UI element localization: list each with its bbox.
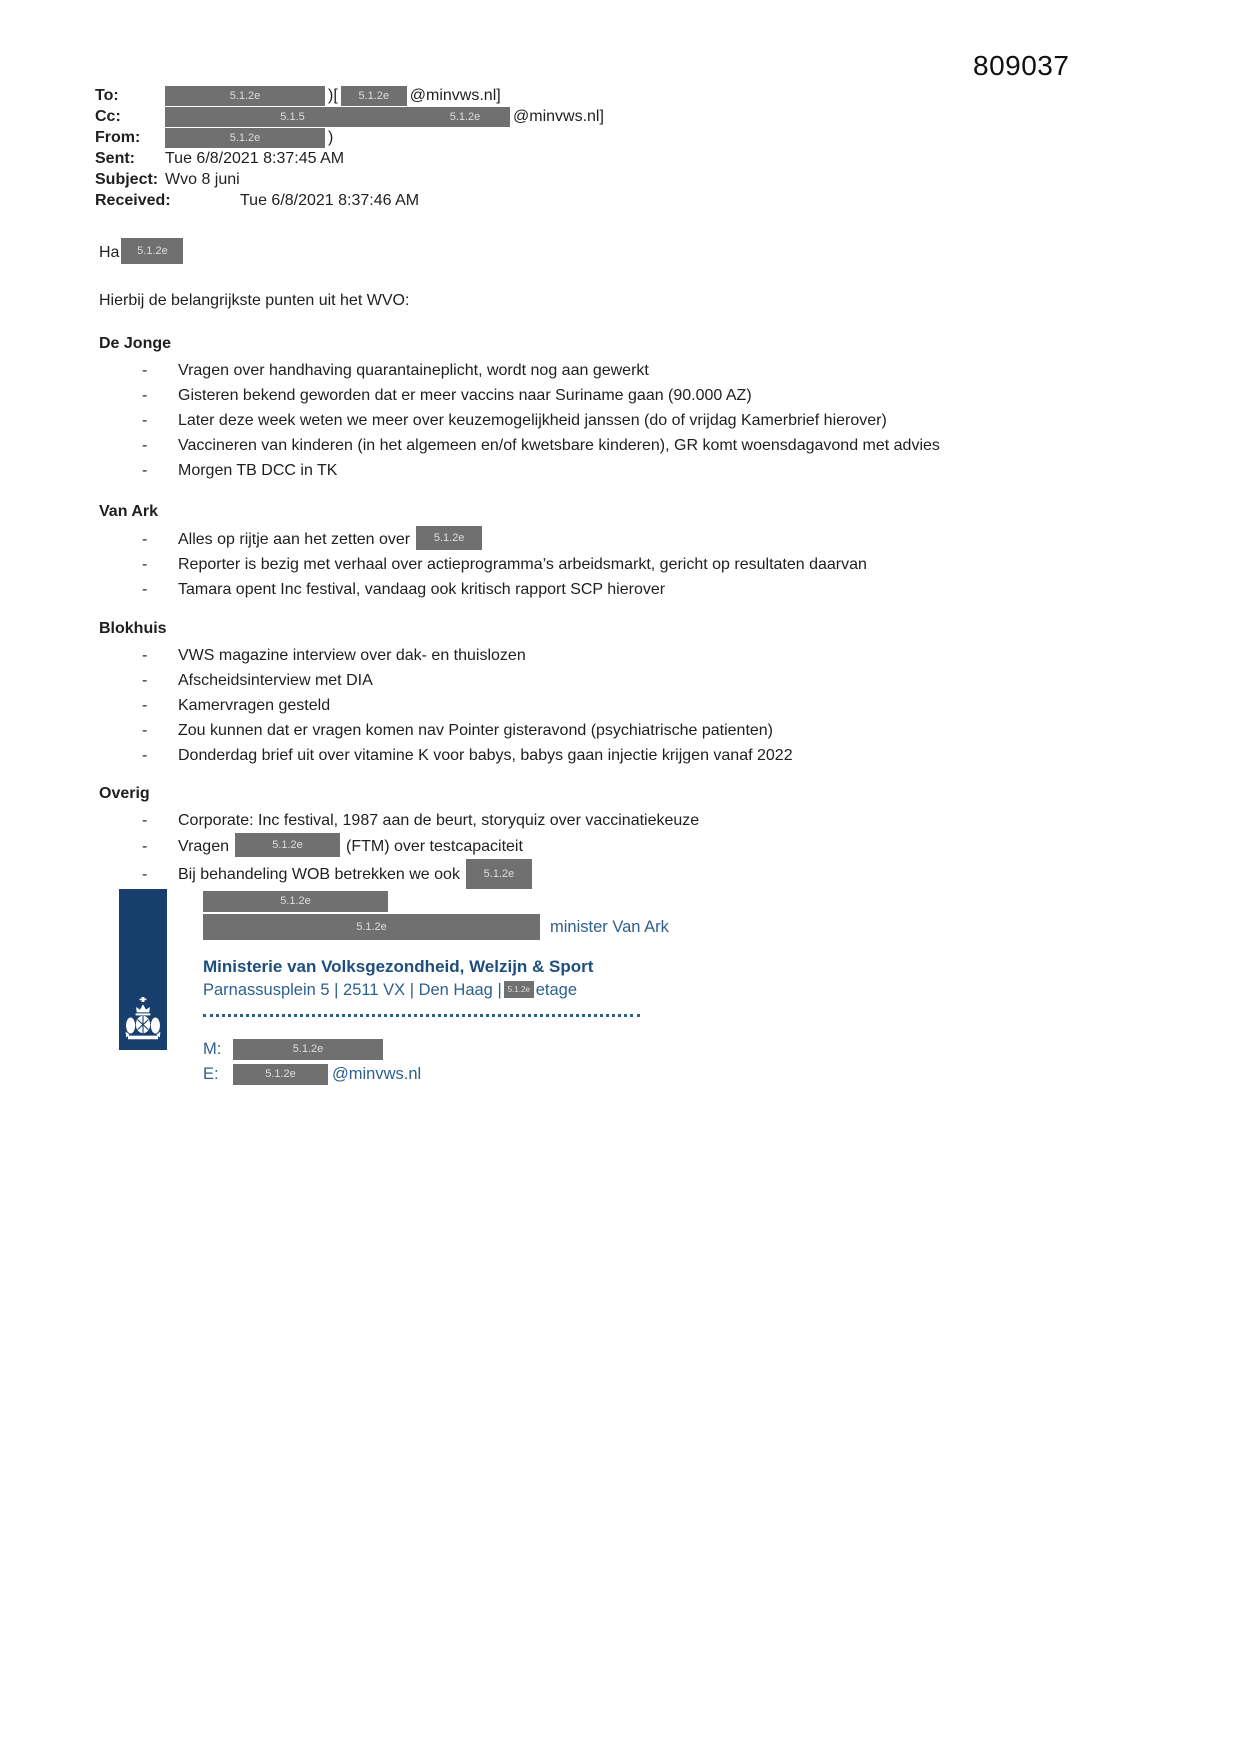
section-blokhuis [99,620,793,768]
item-text: Afscheidsinterview met DIA [178,672,373,689]
redaction-box: 5.1.2e [121,238,183,264]
list-item [99,668,793,693]
bullet-dash: - [142,556,148,573]
list-item [99,526,867,552]
item-text: Kamervragen gesteld [178,697,331,714]
bullet-dash: - [142,437,148,454]
sent-label: Sent: [95,150,135,167]
section-heading: Blokhuis [99,620,167,637]
email-header [95,86,607,212]
list-item [99,552,867,577]
bullet-dash: - [142,362,148,379]
list-item [99,833,699,859]
item-text: Vragen [178,838,229,855]
received-label: Received: [95,192,171,209]
bullet-dash: - [142,812,148,829]
email-label: E: [203,1065,219,1083]
sent-value: Tue 6/8/2021 8:37:45 AM [165,150,345,167]
redaction-box: 5.1.2e [504,981,534,998]
bullet-dash: - [142,672,148,689]
list-item [99,577,867,602]
rijksoverheid-logo [119,889,167,1050]
to-separator: )[ [328,87,338,104]
address-text: Parnassusplein 5 | 2511 VX | Den Haag | [203,981,502,999]
item-text: Vragen over handhaving quarantaineplicht, wordt nog aan gewerkt [178,362,649,379]
greeting-text: Ha [99,244,120,261]
bullet-dash: - [142,647,148,664]
section-overig [99,785,699,889]
list-item [99,718,793,743]
from-label: From: [95,129,141,146]
cc-domain: @minvws.nl] [513,108,604,125]
list-item [99,808,699,833]
bullet-dash: - [142,838,148,855]
redaction-box: 5.1.5 [165,107,420,127]
item-text: Donderdag brief uit over vitamine K voor babys, babys gaan injectie krijgen vanaf 2022 [178,747,793,764]
bullet-dash: - [142,697,148,714]
redaction-box: 5.1.2e [233,1064,328,1085]
intro-line: Hierbij de belangrijkste punten uit het WVO: [99,292,410,309]
email-signature [203,891,669,1087]
bullet-dash: - [142,722,148,739]
signature-divider [203,1014,640,1017]
bullet-dash: - [142,581,148,598]
greeting-line [99,238,183,264]
list-item [99,383,940,408]
redaction-box: 5.1.2e [165,128,325,148]
bullet-dash: - [142,387,148,404]
bullet-dash: - [142,866,148,883]
header-row-from [95,128,607,149]
bullet-dash: - [142,462,148,479]
bullet-dash: - [142,747,148,764]
list-item [99,859,699,889]
list-item [99,358,940,383]
organization-name: Ministerie van Volksgezondheid, Welzijn & Sport [203,957,594,976]
item-text: Morgen TB DCC in TK [178,462,338,479]
subject-value: Wvo 8 juni [165,171,240,188]
list-item [99,643,793,668]
item-text: Bij behandeling WOB betrekken we ook [178,866,460,883]
redaction-box: 5.1.2e [203,891,388,912]
email-row [203,1062,669,1087]
item-text: (FTM) over testcapaciteit [346,838,523,855]
header-row-cc [95,107,607,128]
bullet-dash: - [142,531,148,548]
item-text: Gisteren bekend geworden dat er meer vaccins naar Suriname gaan (90.000 AZ) [178,387,752,404]
redaction-box: 5.1.2e [203,914,540,940]
to-domain: @minvws.nl] [409,87,501,104]
address-suffix: etage [535,981,578,999]
cc-label: Cc: [95,108,121,125]
redaction-box: 5.1.2e [466,859,532,889]
header-row-received [95,191,607,212]
list-item [99,743,793,768]
redaction-box: 5.1.2e [341,86,407,106]
from-suffix: ) [328,129,334,146]
item-text: Later deze week weten we meer over keuzemogelijkheid janssen (do of vrijdag Kamerbrief hierover) [178,412,887,429]
section-heading: Van Ark [99,503,158,520]
section-de-jonge [99,335,940,483]
section-heading: De Jonge [99,335,172,352]
item-text: Vaccineren van kinderen (in het algemeen en/of kwetsbare kinderen), GR komt woensdagavond met advies [178,437,940,454]
list-item [99,433,940,458]
signature-role-line [203,914,669,940]
mobile-label: M: [203,1040,222,1058]
header-row-to [95,86,607,107]
header-row-subject [95,170,607,191]
item-text: Zou kunnen dat er vragen komen nav Pointer gisteravond (psychiatrische patienten) [178,722,774,739]
received-value: Tue 6/8/2021 8:37:46 AM [240,192,420,209]
redaction-box: 5.1.2e [233,1039,383,1060]
redaction-box: 5.1.2e [416,526,482,550]
section-heading: Overig [99,785,150,802]
list-item [99,458,940,483]
subject-label: Subject: [95,171,159,188]
item-text: Alles op rijtje aan het zetten over [178,531,411,548]
item-text: Tamara opent Inc festival, vandaag ook kritisch rapport SCP hierover [178,581,666,598]
document-number: 809037 [973,50,1070,81]
bullet-dash: - [142,412,148,429]
list-item [99,408,940,433]
item-text: Corporate: Inc festival, 1987 aan de beurt, storyquiz over vaccinatiekeuze [178,812,700,829]
signature-contact [203,1037,669,1087]
list-item [99,693,793,718]
redaction-box: 5.1.2e [165,86,325,106]
header-row-sent [95,149,607,170]
email-domain: @minvws.nl [332,1065,422,1083]
item-text: Reporter is bezig met verhaal over actieprogramma’s arbeidsmarkt, gericht op resultaten daarvan [178,556,867,573]
to-label: To: [95,87,119,104]
redaction-box: 5.1.2e [235,833,340,857]
item-text: VWS magazine interview over dak- en thuislozen [178,647,526,664]
organization-address [203,981,669,1000]
mobile-row [203,1037,669,1062]
redaction-box: 5.1.2e [420,107,510,127]
coat-of-arms-icon [123,997,163,1043]
signature-role: minister Van Ark [550,917,669,936]
section-van-ark [99,503,867,602]
